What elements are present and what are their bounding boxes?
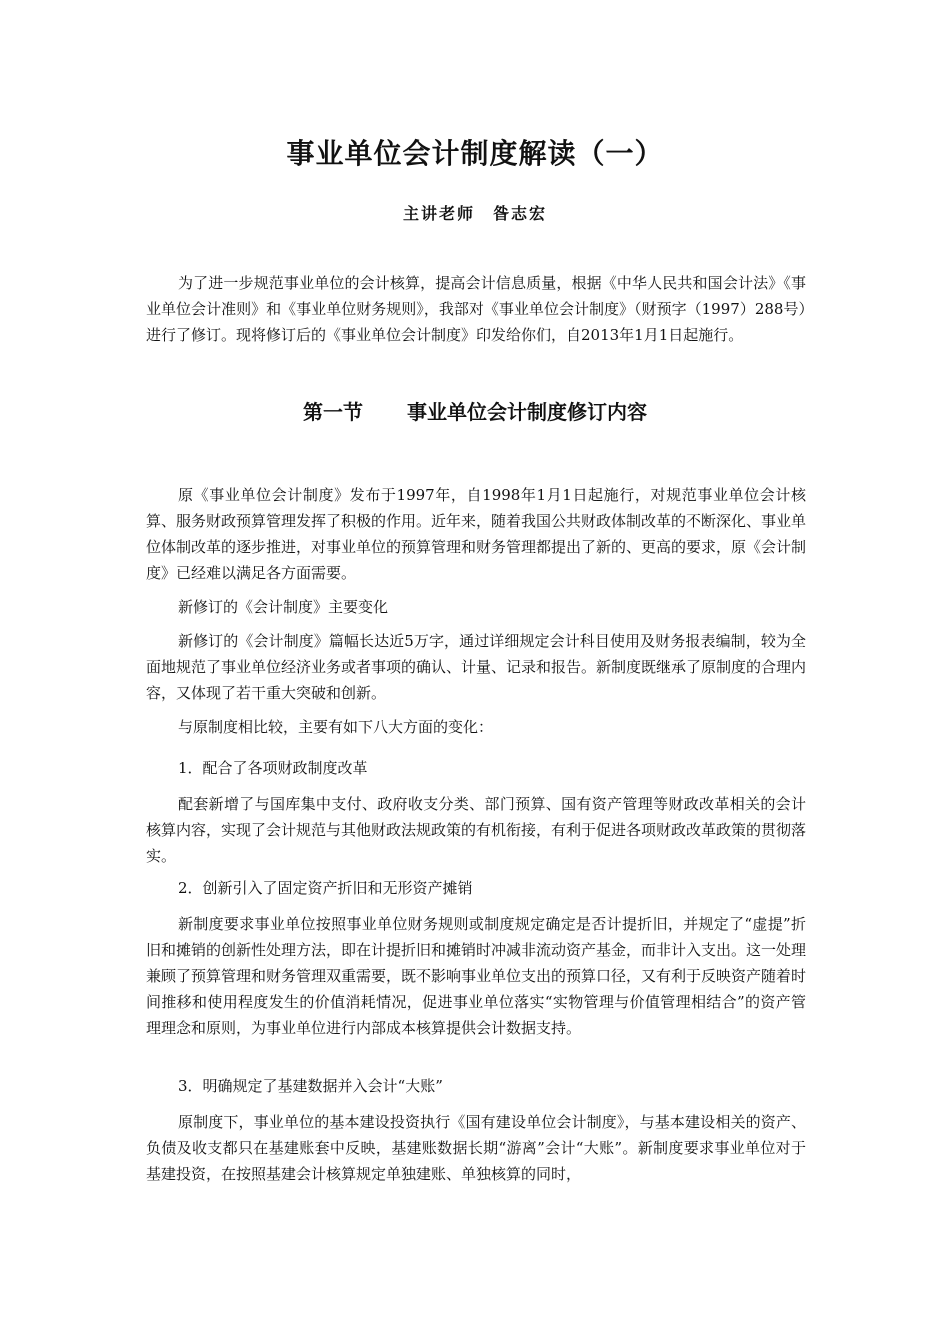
section-number: 第一节 bbox=[303, 400, 363, 424]
body-paragraph: 配套新增了与国库集中支付、政府收支分类、部门预算、国有资产管理等财政改革相关的会计核算内容，实现了会计规范与其他财政法规政策的有机衔接，有利于促进各项财政改革政策的贯彻落实。 bbox=[146, 795, 807, 865]
body-paragraph: 与原制度相比较，主要有如下八大方面的变化： bbox=[178, 718, 494, 736]
speaker-line bbox=[0, 201, 950, 224]
subheading-2: 2．创新引入了固定资产折旧和无形资产摊销 bbox=[178, 879, 473, 897]
section-heading bbox=[0, 396, 950, 425]
speaker-label: 主讲老师 bbox=[402, 204, 475, 223]
body-paragraph: 新修订的《会计制度》篇幅长达近5万字，通过详细规定会计科目使用及财务报表编制，较为全面地规范了事业单位经济业务或者事项的确认、计量、记录和报告。新制度既继承了原制度的合理内容，又体现了若干重大突破和创新。 bbox=[146, 632, 807, 702]
section-title: 事业单位会计制度修订内容 bbox=[407, 400, 647, 424]
body-paragraph: 原制度下，事业单位的基本建设投资执行《国有建设单位会计制度》，与基本建设相关的资产、负债及收支都只在基建账套中反映，基建账数据长期“游离”会计“大账”。新制度要求事业单位对于基建投资，在按照基建会计核算规定单独建账、单独核算的同时， bbox=[146, 1113, 806, 1183]
body-paragraph: 原《事业单位会计制度》发布于1997年，自1998年1月1日起施行，对规范事业单位会计核算、服务财政预算管理发挥了积极的作用。近年来，随着我国公共财政体制改革的不断深化、事业单位体制改革的逐步推进，对事业单位的预算管理和财务管理都提出了新的、更高的要求，原《会计制度》已经难以满足各方面需要。 bbox=[146, 486, 807, 582]
intro-paragraph: 为了进一步规范事业单位的会计核算，提高会计信息质量，根据《中华人民共和国会计法》《事业单位会计准则》和《事业单位财务规则》，我部对《事业单位会计制度》（财预字（1997）288号）进行了修订。现将修订后的《事业单位会计制度》印发给你们，自2013年1月1日起施行。 bbox=[146, 274, 806, 344]
speaker-name: 昝志宏 bbox=[493, 204, 548, 223]
body-paragraph: 新修订的《会计制度》主要变化 bbox=[178, 598, 389, 616]
document-title: 事业单位会计制度解读（一） bbox=[286, 137, 664, 170]
subheading-3: 3．明确规定了基建数据并入会计“大账” bbox=[178, 1077, 443, 1095]
body-paragraph: 新制度要求事业单位按照事业单位财务规则或制度规定确定是否计提折旧，并规定了“虚提”折旧和摊销的创新性处理方法，即在计提折旧和摊销时冲减非流动资产基金，而非计入支出。这一处理兼顾了预算管理和财务管理双重需要，既不影响事业单位支出的预算口径，又有利于反映资产随着时间推移和使用程度发生的价值消耗情况，促进事业单位落实“实物管理与价值管理相结合”的资产管理理念和原则，为事业单位进行内部成本核算提供会计数据支持。 bbox=[146, 915, 807, 1037]
subheading-1: 1．配合了各项财政制度改革 bbox=[178, 759, 368, 777]
